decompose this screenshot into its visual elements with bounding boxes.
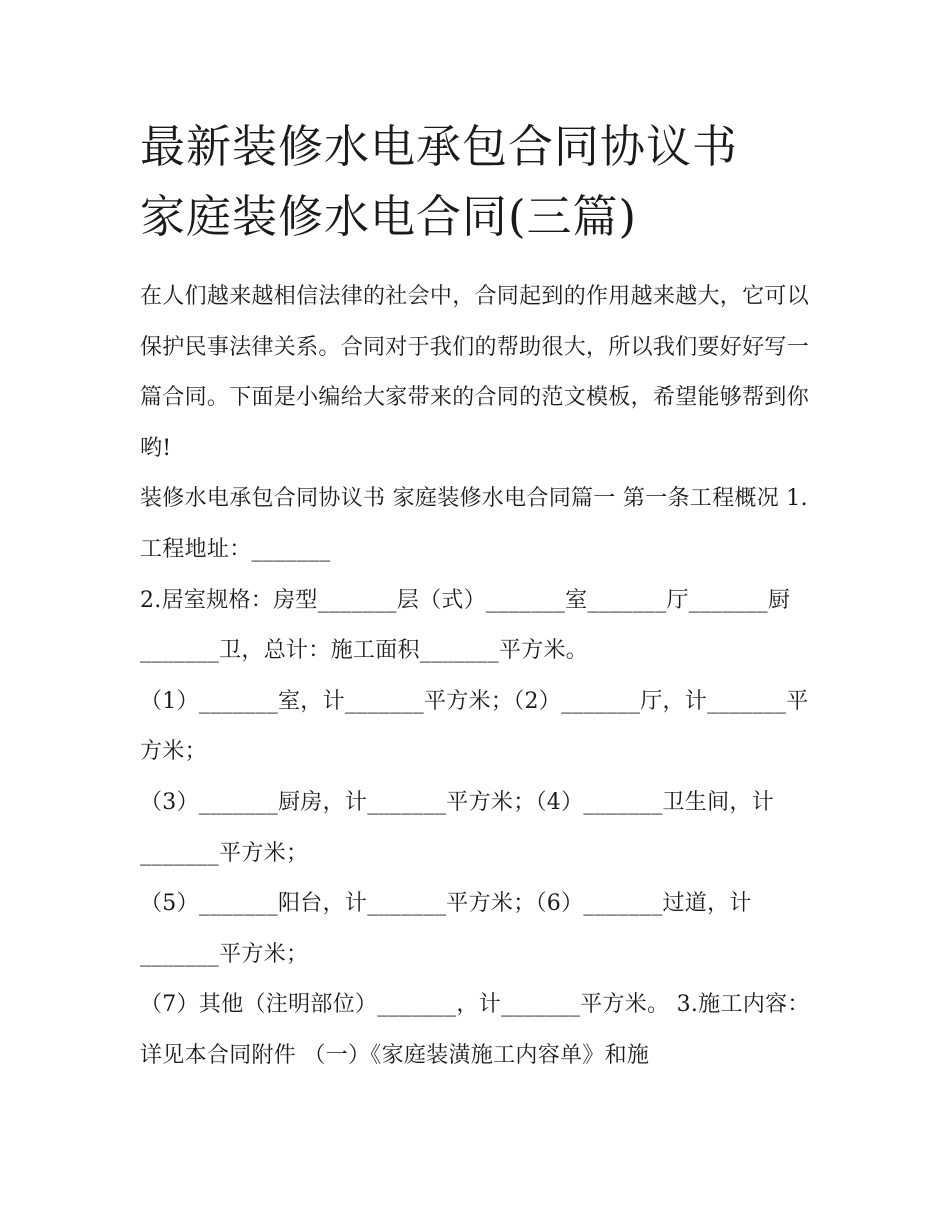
intro-paragraph: 在人们越来越相信法律的社会中，合同起到的作用越来越大，它可以保护民事法律关系。合同对于我们的帮助很大，所以我们要好好写一篇合同。下面是小编给大家带来的合同的范文模板，希望能够帮到你哟! (140, 284, 810, 461)
room-item-5-6: （5）_______阳台，计_______平方米；（6）_______过道，计_______平方米； (140, 891, 752, 967)
document-body (140, 272, 820, 1082)
room-item-7-content: （7）其他（注明部位）_______，计_______平方米。 3.施工内容：详见本合同附件 （一）《家庭装潢施工内容单》和施 (140, 992, 810, 1068)
title-line-2: 家庭装修水电合同(三篇) (140, 190, 638, 243)
document-page (140, 112, 820, 1082)
room-item-1-2: （1）_______室，计_______平方米；（2）_______厅，计_______平方米； (140, 688, 809, 765)
title-line-1: 最新装修水电承包合同协议书 (140, 120, 739, 173)
section-heading-paragraph: 装修水电承包合同协议书 家庭装修水电合同篇一 第一条工程概况 1.工程地址：_______ (140, 486, 808, 562)
room-item-3-4: （3）_______厨房，计_______平方米；（4）_______卫生间，计_______平方米； (140, 789, 774, 866)
document-title (140, 112, 820, 252)
room-spec-paragraph: 2.居室规格：房型_______层（式）_______室_______厅_______厨_______卫，总计：施工面积_______平方米。 (140, 587, 791, 664)
